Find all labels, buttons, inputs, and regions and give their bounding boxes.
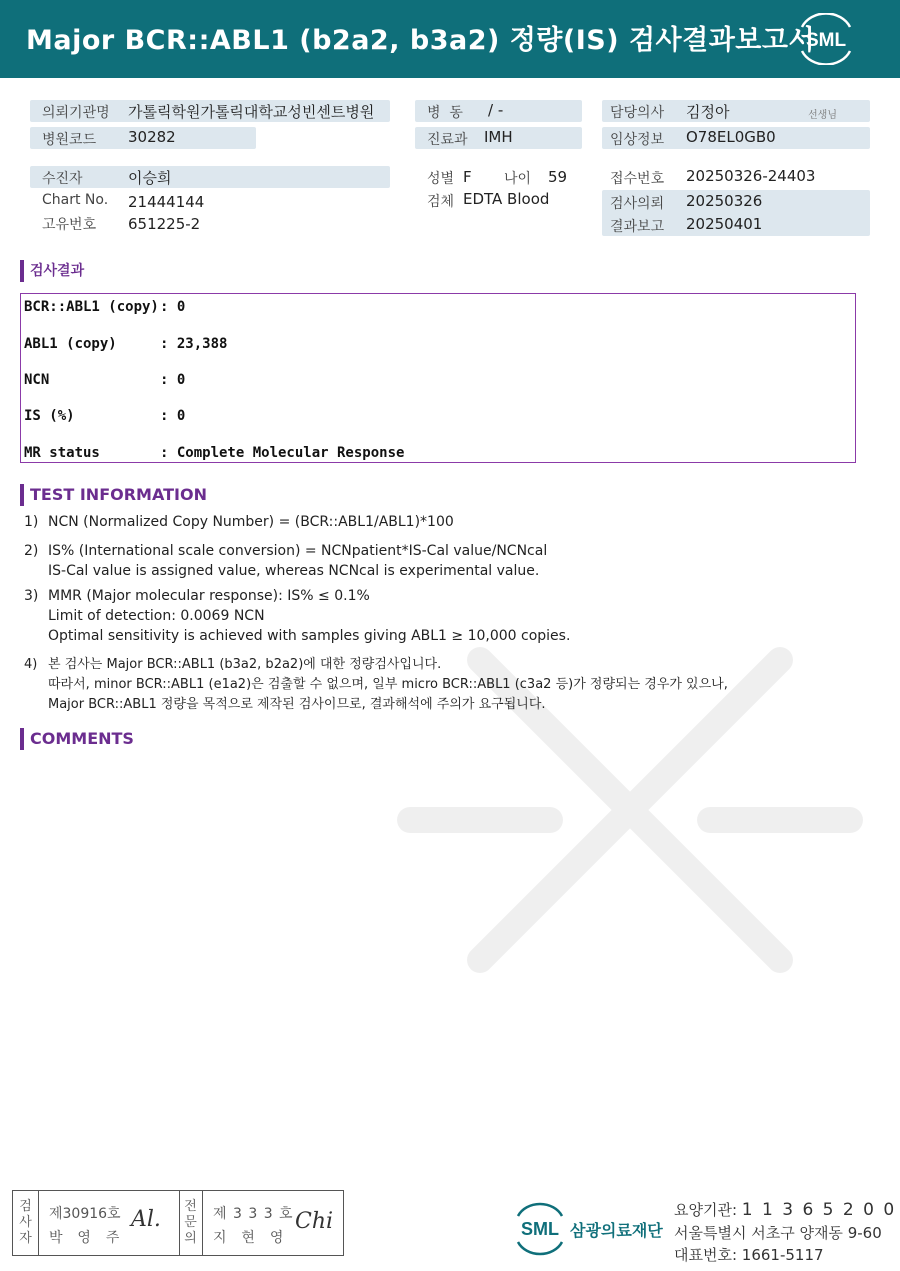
- inspector-number: 제30916호: [49, 1206, 121, 1222]
- item-line: NCN (Normalized Copy Number) = (BCR::ABL1/ABL1)*100: [48, 514, 454, 530]
- specimen-label: 검체: [427, 194, 455, 210]
- dept-value: IMH: [484, 128, 513, 146]
- item-line: Optimal sensitivity is achieved with samples giving ABL1 ≥ 10,000 copies.: [48, 628, 571, 644]
- name-value: 이승희: [128, 169, 172, 187]
- sex-value: F: [463, 168, 472, 186]
- result-label-ncn: NCN: [24, 372, 50, 388]
- test-info-item-4: [24, 655, 728, 715]
- org-name: 삼광의료재단: [570, 1221, 663, 1240]
- chart-value: 21444144: [128, 193, 205, 211]
- inspector-label: 검 사 자: [13, 1191, 39, 1255]
- request-label: 검사의뢰: [610, 196, 665, 212]
- item-line: IS% (International scale conversion) = NCNpatient*IS-Cal value/NCNcal: [48, 543, 548, 559]
- hospital-code-value: 30282: [128, 128, 176, 146]
- sex-label: 성별: [427, 171, 455, 187]
- age-value: 59: [548, 168, 568, 186]
- item-line: MMR (Major molecular response): IS% ≤ 0.1%: [48, 588, 370, 604]
- ward-label: 병 동: [427, 105, 463, 121]
- age-label: 나이: [504, 171, 532, 187]
- request-value: 20250326: [686, 192, 763, 210]
- item-number: 4): [24, 657, 38, 672]
- specialist-cell: [203, 1191, 343, 1255]
- result-value-mr: : Complete Molecular Response: [160, 445, 405, 461]
- phone-info: [674, 1244, 824, 1265]
- sml-logo-icon: [794, 13, 858, 65]
- uid-label: 고유번호: [42, 217, 97, 233]
- hospital-value: 가톨릭학원가톨릭대학교성빈센트병원: [128, 103, 375, 121]
- care-label: 요양기관:: [674, 1201, 738, 1219]
- doctor-value: 김정아: [686, 103, 730, 121]
- specimen-value: EDTA Blood: [463, 190, 550, 208]
- doctor-suffix: 선생님: [808, 110, 837, 121]
- item-number: 2): [24, 543, 39, 559]
- report-value: 20250401: [686, 215, 763, 233]
- item-number: 1): [24, 514, 39, 530]
- doctor-label: 담당의사: [610, 105, 665, 121]
- item-line: Limit of detection: 0.0069 NCN: [48, 608, 265, 624]
- care-info: [674, 1199, 896, 1220]
- result-value-bcr: : 0: [160, 299, 186, 315]
- result-value-ncn: : 0: [160, 372, 186, 388]
- item-line: 따라서, minor BCR::ABL1 (e1a2)은 검출할 수 없으며, 일부 micro BCR::ABL1 (c3a2 등)가 정량되는 경우가 있으나,: [48, 677, 728, 692]
- specialist-number: 제 3 3 3 호: [213, 1206, 294, 1222]
- item-number: 3): [24, 588, 39, 604]
- dept-label: 진료과: [427, 132, 468, 148]
- care-number: 1 1 3 6 5 2 0 0: [741, 1200, 897, 1220]
- item-line: Major BCR::ABL1 정량을 목적으로 제작된 검사이므로, 결과해석에 주의가 요구됩니다.: [48, 697, 546, 712]
- receipt-label: 접수번호: [610, 171, 665, 187]
- result-label-abl1: ABL1 (copy): [24, 336, 117, 352]
- hospital-label: 의뢰기관명: [42, 105, 110, 121]
- test-info-item-2: [24, 541, 547, 581]
- signature-box: [12, 1190, 344, 1256]
- inspector-name: 박 영 주: [49, 1230, 122, 1246]
- result-section-title: 검사결과: [20, 260, 84, 282]
- specialist-label: 전 문 의: [179, 1191, 203, 1255]
- sml-footer-logo-icon: [512, 1202, 568, 1256]
- clinical-value: O78EL0GB0: [686, 128, 776, 146]
- ward-value: / -: [488, 101, 504, 119]
- inspector-cell: [39, 1191, 180, 1255]
- comments-title: COMMENTS: [20, 728, 134, 750]
- inspector-signature: Al.: [131, 1207, 161, 1232]
- specialist-name: 지 현 영: [213, 1230, 286, 1246]
- result-value-is: : 0: [160, 408, 186, 424]
- uid-value: 651225-2: [128, 215, 201, 233]
- item-line: 본 검사는 Major BCR::ABL1 (b3a2, b2a2)에 대한 정량검사입니다.: [48, 657, 442, 672]
- receipt-value: 20250326-24403: [686, 167, 816, 185]
- result-box: [20, 293, 856, 463]
- test-info-title: TEST INFORMATION: [20, 484, 207, 506]
- logo-text: SML: [805, 30, 847, 51]
- name-label: 수진자: [42, 171, 83, 187]
- phone-number: 1661-5117: [741, 1246, 824, 1264]
- footer-logo-text: SML: [521, 1219, 559, 1239]
- report-label: 결과보고: [610, 219, 665, 235]
- item-line: IS-Cal value is assigned value, whereas NCNcal is experimental value.: [48, 563, 540, 579]
- specialist-signature: Chi: [295, 1209, 334, 1234]
- clinical-label: 임상정보: [610, 132, 665, 148]
- name-bar: [30, 166, 390, 188]
- test-info-item-1: [24, 512, 454, 532]
- result-label-mr: MR status: [24, 445, 100, 461]
- chart-label: Chart No.: [42, 192, 109, 208]
- result-label-is: IS (%): [24, 408, 75, 424]
- report-title: Major BCR::ABL1 (b2a2, b3a2) 정량(IS) 검사결과보고서: [26, 25, 816, 56]
- phone-label: 대표번호:: [674, 1246, 738, 1264]
- result-value-abl1: : 23,388: [160, 336, 228, 352]
- test-info-item-3: [24, 586, 570, 646]
- result-label-bcr: BCR::ABL1 (copy): [24, 299, 159, 315]
- hospital-code-label: 병원코드: [42, 132, 97, 148]
- address: 서울특별시 서초구 양재동 9-60: [674, 1224, 882, 1242]
